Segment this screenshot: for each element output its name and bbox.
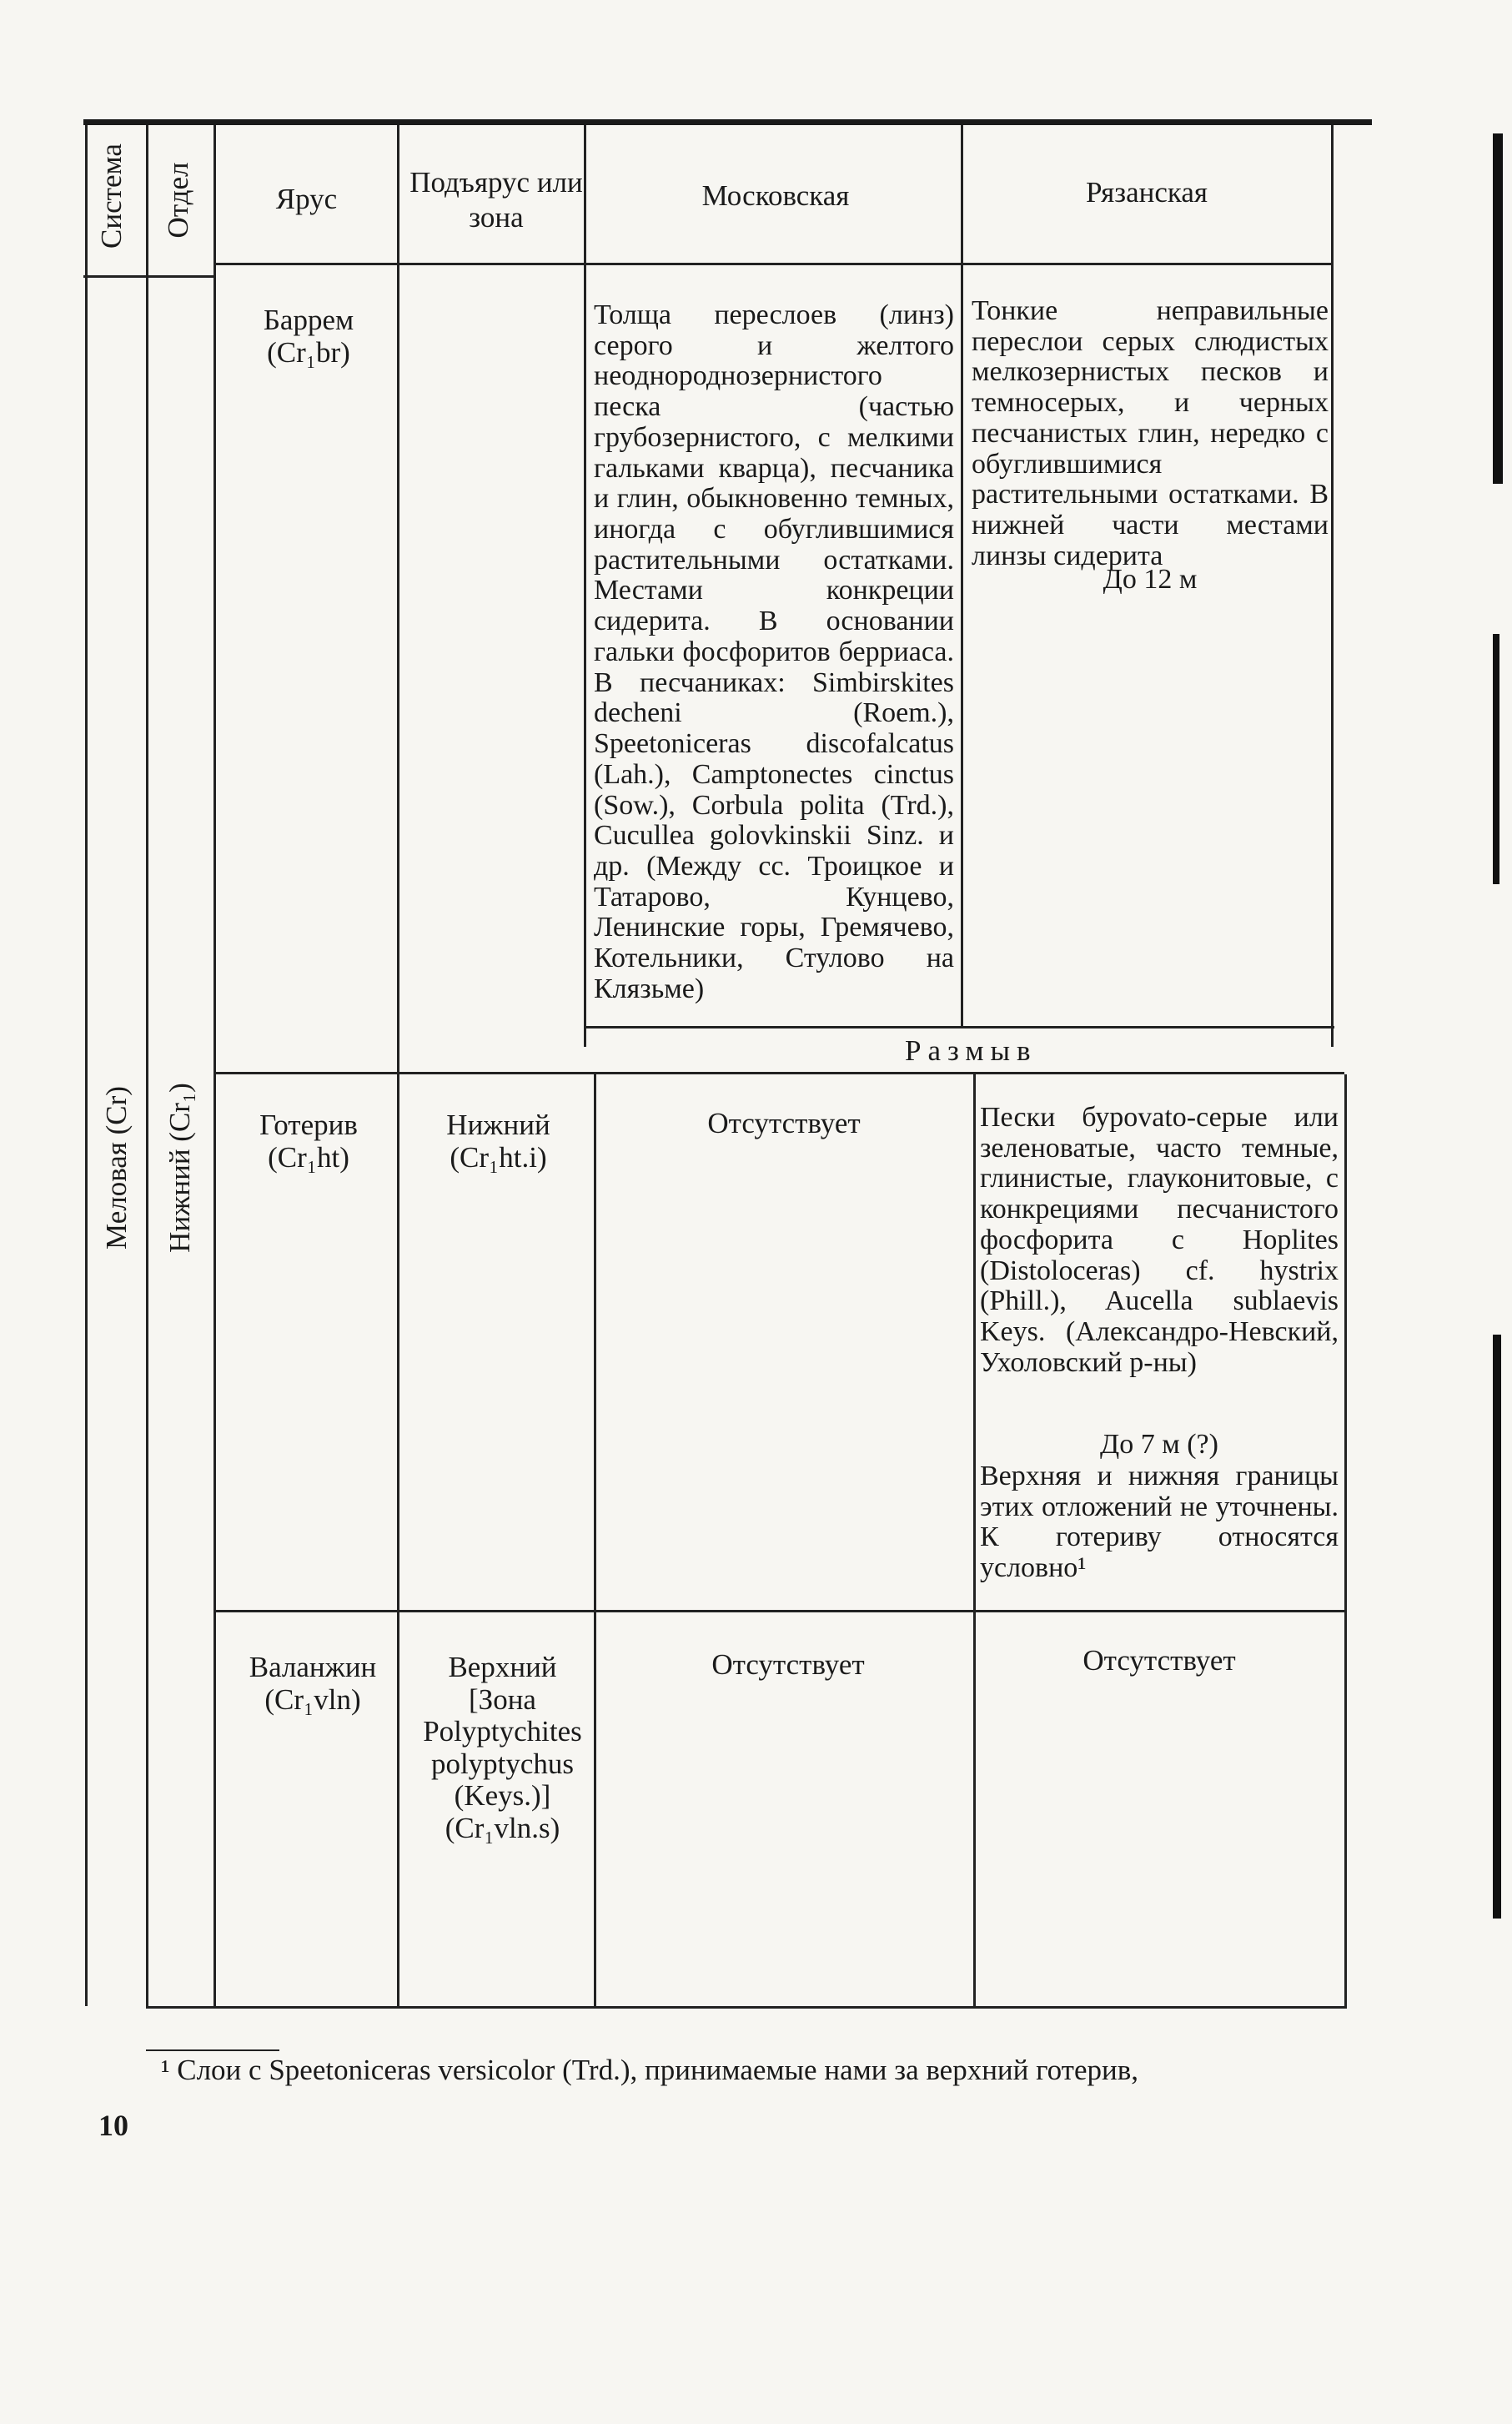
division-label: Нижний (Cr₁) (163, 1083, 196, 1253)
erosion-label: Размыв (905, 1034, 1037, 1067)
header-stage: Ярус (275, 183, 338, 215)
top-rule (83, 119, 1372, 125)
col-divider (146, 125, 148, 2006)
header-division: Отдел (162, 162, 194, 239)
col-divider (973, 1074, 976, 2006)
col-divider (213, 125, 216, 2006)
moscow-hauterivian: Отсутствует (707, 1107, 861, 1139)
ryazan-valanginian: Отсутствует (1083, 1644, 1236, 1677)
col-divider (1331, 125, 1334, 1047)
footnote: ¹ Слои с Speetoniceras versicolor (Trd.), принимаемые нами за верхний готерив, (161, 2054, 1139, 2086)
stage-barrem: Баррем (Cr₁br) (263, 304, 354, 369)
page-number: 10 (98, 2109, 128, 2142)
stage-hauterivian: Готерив (Cr₁ht) (259, 1109, 358, 1174)
scan-edge (1493, 634, 1499, 884)
bottom-rule (146, 2006, 1347, 2009)
ryazan-hauterivian-note: Верхняя и нижняя границы этих отложений не уточнены. К готериву относятся условно¹ (980, 1461, 1339, 1584)
ryazan-barrem-thickness: До 12 м (1103, 564, 1198, 595)
header-moscow: Московская (701, 179, 850, 212)
col-divider (594, 1074, 596, 2006)
col-divider (1344, 1074, 1347, 2006)
ryazan-hauterivian: Пески бурovato-серые или зеленоватые, часто темные, глинистые, глауконитовые, с конкрециями песчанистого фосфорита с Hoplites (Distoloceras) cf. hystrix (Phill.), Aucella sublaevis Keys. (Александро-Невский, Ухоловский р-ны) (980, 1102, 1339, 1378)
col-divider (85, 125, 88, 2006)
header-system: Система (95, 143, 128, 249)
header-substage: Подъярус или зона (409, 166, 583, 234)
substage-hauterivian: Нижний (Cr₁ht.i) (446, 1109, 550, 1174)
ryazan-hauterivian-thickness: До 7 м (?) (1100, 1429, 1218, 1460)
col-divider (961, 125, 963, 1026)
scan-edge (1493, 133, 1503, 484)
footnote-rule (146, 2049, 279, 2051)
row-rule (213, 1610, 1344, 1612)
moscow-valanginian: Отсутствует (711, 1648, 865, 1681)
system-label: Меловая (Cr) (100, 1086, 133, 1250)
scan-edge (1493, 1335, 1501, 1919)
substage-valanginian: Верхний [Зона Polyptychites polyptychus (Keys.)] (Cr₁vln.s) (423, 1651, 582, 1844)
header-rule (83, 275, 213, 278)
header-ryazan: Рязанская (1086, 176, 1208, 209)
row-rule (584, 1026, 1334, 1028)
col-divider (397, 125, 399, 2006)
stage-valanginian: Валанжин (Cr₁vln) (249, 1651, 377, 1716)
row-rule (213, 1072, 1344, 1074)
ryazan-barrem: Тонкие неправильные переслои серых слюдистых мелкозернистых песков и темносерых, и черных песчанистых глин, нередко с обуглившимися растительными остатками. В нижней части местами линзы сидерита (972, 295, 1329, 571)
moscow-barrem: Толща переслоев (линз) серого и желтого неоднороднозернистого песка (частью грубозернистого, с мелкими гальками кварца), песчаника и глин, обыкновенно темных, иногда с обуглившимися растительными остатками. Местами конкреции сидерита. В основании гальки фосфоритов берриаса. В песчаниках: Simbirskites decheni (Roem.), Speetoniceras discofalcatus (Lah.), Camptonectes cinctus (Sow.), Corbula polita (Trd.), Cucullea golovkinskii Sinz. и др. (Между сс. Троицкое и Татарово, Кунцево, Ленинские горы, Гремячево, Котельники, Стулово на Клязьме) (594, 299, 954, 1004)
header-rule (213, 263, 1331, 265)
